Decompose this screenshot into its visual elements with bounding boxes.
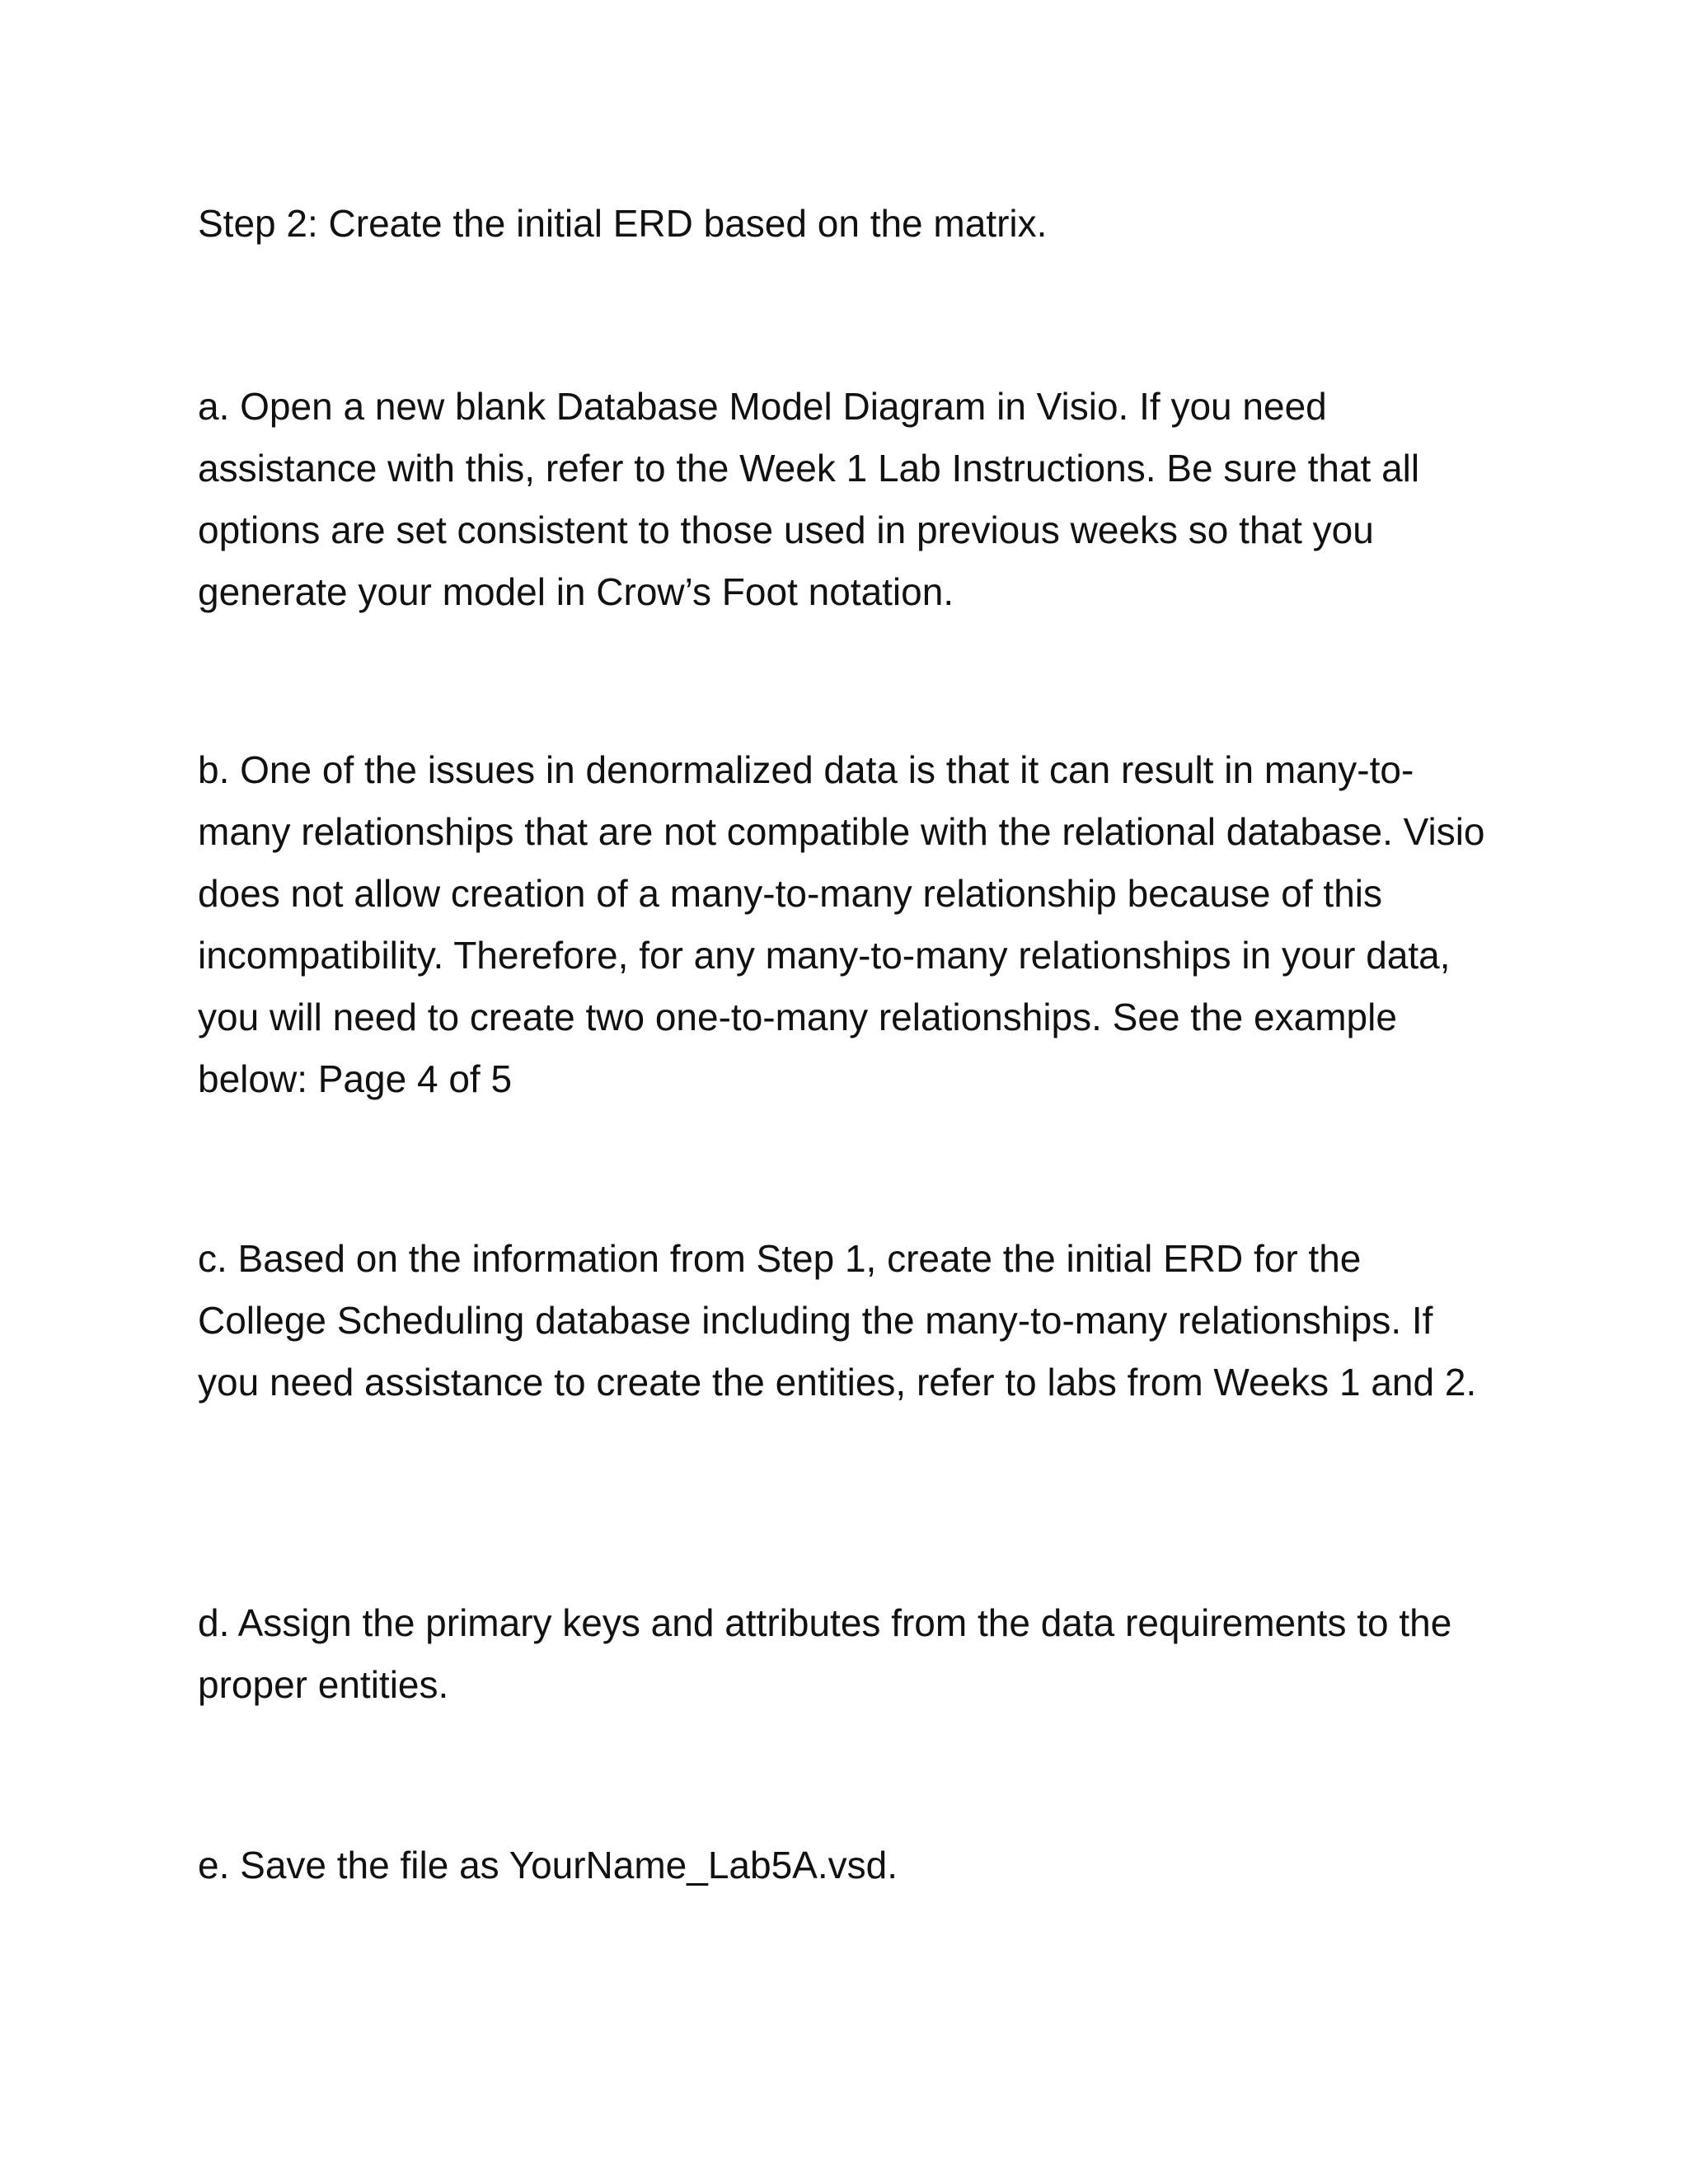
paragraph-b: b. One of the issues in denormalized data is that it can result in many-to-many relationships that are not compatible with the relational database. Visio does not allow creation of a many-to-many relationship because of this incompatibility. Therefore, for any many-to-many relationships in your data, you will need to create two one-to-many relationships. See the example below: Page 4 of 5 xyxy=(198,748,1485,1100)
paragraph-d: d. Assign the primary keys and attributes from the data requirements to the proper entities. xyxy=(198,1601,1452,1706)
paragraph-a: a. Open a new blank Database Model Diagram in Visio. If you need assistance with this, refer to the Week 1 Lab Instructions. Be sure that all options are set consistent to those used in previous weeks so that you generate your model in Crow’s Foot notation. xyxy=(198,385,1420,613)
paragraph-c: c. Based on the information from Step 1, create the initial ERD for the College Scheduling database including the many-to-many relationships. If you need assistance to create the entities, refer to labs from Weeks 1 and 2. xyxy=(198,1237,1477,1404)
paragraph-e: e. Save the file as YourName_Lab5A.vsd. xyxy=(198,1844,898,1886)
step-heading: Step 2: Create the initial ERD based on the matrix. xyxy=(198,202,1048,245)
